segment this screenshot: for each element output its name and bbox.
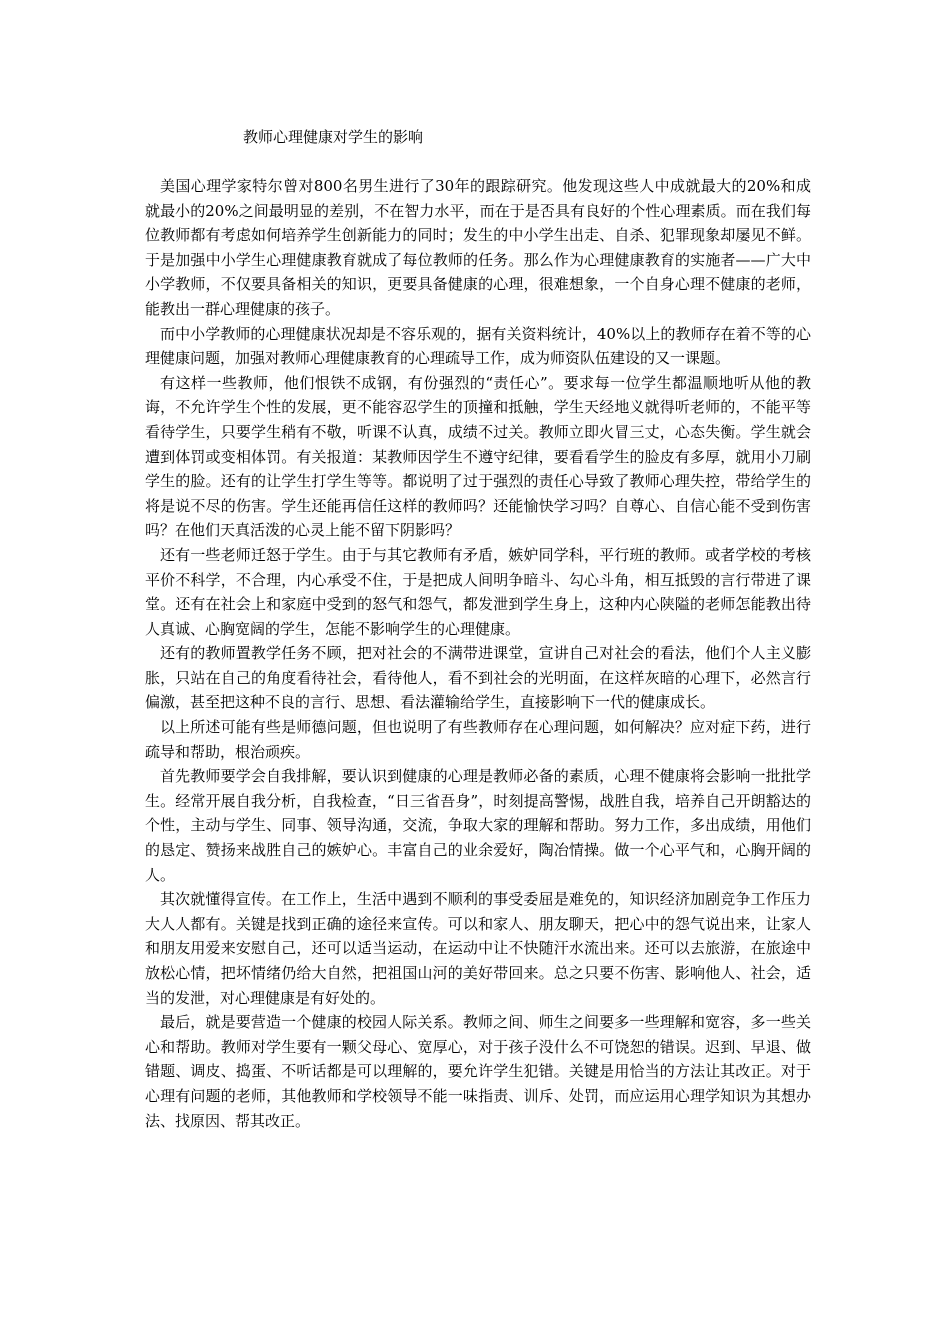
paragraph-summary: 以上所述可能有些是师德问题，但也说明了有些教师存在心理问题，如何解决？应对症下药，进行疏导和帮助，根治顽疾。 — [145, 718, 811, 761]
paragraph-last: 最后，就是要营造一个健康的校园人际关系。教师之间、师生之间要多一些理解和宽容，多一些关心和帮助。教师对学生要有一颗父母心、宽厚心，对于孩子没什么不可饶恕的错误。迟到、早退、做错题、调皮、捣蛋、不听话都是可以理解的，要允许学生犯错。关键是用恰当的方法让其改正。对于心理有问题的老师，其他教师和学校领导不能一味指责、训斥、处罚，而应运用心理学知识为其想办法、找原因、帮其改正。 — [145, 1013, 811, 1130]
document-title: 教师心理健康对学生的影响 — [243, 128, 424, 146]
paragraph-first: 首先教师要学会自我排解，要认识到健康的心理是教师必备的素质，心理不健康将会影响一批批学生。经常开展自我分析，自我检查，“日三省吾身”，时刻提高警惕，战胜自我，培养自己开朗豁达的个性，主动与学生、同事、领导沟通，交流，争取大家的理解和帮助。努力工作，多出成绩，用他们的恳定、赞扬来战胜自己的嫉妒心。丰富自己的业余爱好，陶冶情操。做一个心平气和，心胸开阔的人。 — [145, 767, 811, 884]
paragraph-intro: 美国心理学家特尔曾对800名男生进行了30年的跟踪研究。他发现这些人中成就最大的20%和成就最小的20%之间最明显的差别，不在智力水平，而在于是否具有良好的个性心理素质。而在我们每位教师都有考虑如何培养学生创新能力的同时；发生的中小学生出走、自杀、犯罪现象却屡见不鲜。于是加强中小学生心理健康教育就成了每位教师的任务。那么作为心理健康教育的实施者——广大中小学教师，不仅要具备相关的知识，更要具备健康的心理，很难想象，一个自身心理不健康的老师，能教出一群心理健康的孩子。 — [145, 177, 811, 318]
paragraph-statistics: 而中小学教师的心理健康状况却是不容乐观的，据有关资料统计，40%以上的教师存在着不等的心理健康问题，加强对教师心理健康教育的心理疏导工作，成为师资队伍建设的又一课题。 — [145, 324, 811, 368]
paragraph-responsibility: 有这样一些教师，他们恨铁不成钢，有份强烈的“责任心”。要求每一位学生都温顺地听从他的教诲，不允许学生个性的发展，更不能容忍学生的顶撞和抵触，学生天经地义就得听老师的，不能平等看待学生，只要学生稍有不敬，听课不认真，成绩不过关。教师立即火冒三丈，心态失衡。学生就会遭到体罚或变相体罚。有关报道：某教师因学生不遵守纪律，要看看学生的脸皮有多厚，就用小刀刷学生的脸。还有的让学生打学生等等。都说明了过于强烈的责任心导致了教师心理失控，带给学生的将是说不尽的伤害。学生还能再信任这样的教师吗？还能愉快学习吗？自尊心、自信心能不受到伤害吗？在他们天真活泼的心灵上能不留下阴影吗？ — [145, 373, 811, 540]
paragraph-society: 还有的教师置教学任务不顾，把对社会的不满带进课堂，宣讲自己对社会的看法，他们个人主义膨胀，只站在自己的角度看待社会，看待他人，看不到社会的光明面，在这样灰暗的心理下，必然言行偏激，甚至把这种不良的言行、思想、看法灌输给学生，直接影响下一代的健康成长。 — [145, 644, 811, 712]
document-body — [145, 174, 811, 1133]
paragraph-anger: 还有一些老师迁怒于学生。由于与其它教师有矛盾，嫉妒同学科，平行班的教师。或者学校的考核平价不科学，不合理，内心承受不住，于是把成人间明争暗斗、勾心斗角，相互抵毁的言行带进了课堂。还有在社会上和家庭中受到的怒气和怨气，都发泄到学生身上，这种内心陕隘的老师怎能教出待人真诚、心胸宽阔的学生，怎能不影响学生的心理健康。 — [145, 545, 811, 638]
paragraph-second: 其次就懂得宣传。在工作上，生活中遇到不顺利的事受委屈是难免的，知识经济加剧竞争工作压力大人人都有。关键是找到正确的途径来宣传。可以和家人、朋友聊天，把心中的怨气说出来，让家人和朋友用爱来安慰自己，还可以适当运动，在运动中让不快随汗水流出来。还可以去旅游，在旅途中放松心情，把坏情绪仍给大自然，把祖国山河的美好带回来。总之只要不伤害、影响他人、社会，适当的发泄，对心理健康是有好处的。 — [145, 890, 811, 1007]
